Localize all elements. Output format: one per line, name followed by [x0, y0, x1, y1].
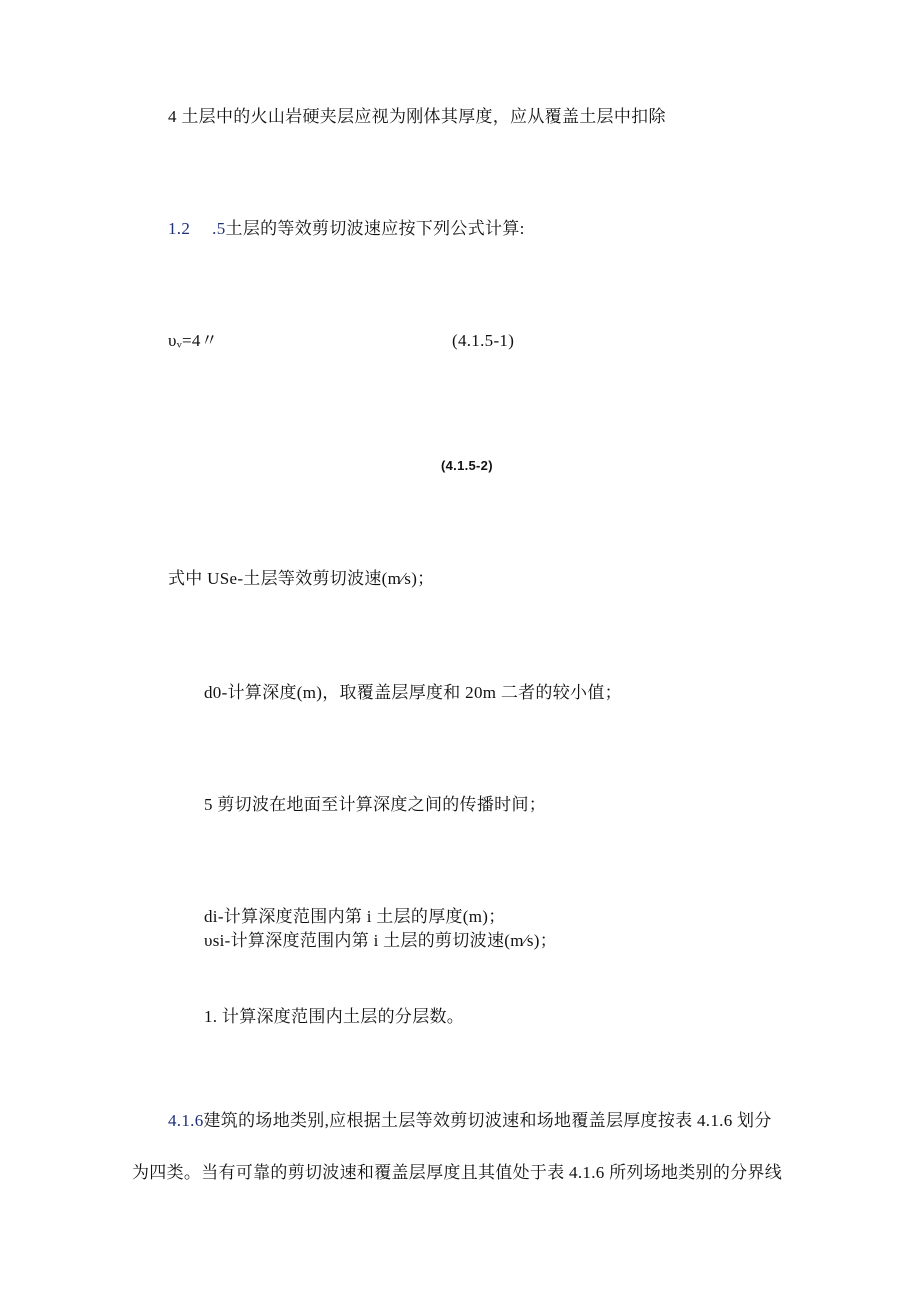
- definition-d0: d0-计算深度(m)，取覆盖层厚度和 20m 二者的较小值；: [204, 683, 622, 702]
- paragraph-volcanic-layer: 4 土层中的火山岩硬夹层应视为刚体其厚度，应从覆盖土层中扣除: [168, 107, 666, 126]
- definition-di: di-计算深度范围内第 i 土层的厚度(m)；: [204, 907, 506, 926]
- equation-2-label: (4.1.5-2): [441, 458, 493, 473]
- equation-1-label: (4.1.5-1): [452, 331, 515, 350]
- clause-number: 4.1.6: [168, 1111, 204, 1130]
- paragraph-equivalent-velocity: [168, 218, 525, 240]
- clause-number-part2: .5: [212, 219, 226, 238]
- paragraph-site-category-line1: [168, 1110, 772, 1132]
- paragraph-site-category-line2: 为四类。当有可靠的剪切波速和覆盖层厚度且其值处于表 4.1.6 所列场地类别的分界线: [132, 1163, 783, 1182]
- definition-intro: 式中 USe-土层等效剪切波速(m∕s)；: [168, 569, 435, 588]
- definition-vsi: υsi-计算深度范围内第 i 土层的剪切波速(m∕s)；: [204, 931, 558, 950]
- definition-travel-time: 5 剪切波在地面至计算深度之间的传播时间；: [204, 795, 547, 814]
- paragraph-text: 建筑的场地类别,应根据土层等效剪切波速和场地覆盖层厚度按表 4.1.6 划分: [203, 1111, 772, 1130]
- paragraph-text: 土层的等效剪切波速应按下列公式计算:: [225, 219, 525, 238]
- definition-layer-count: 1. 计算深度范围内土层的分层数。: [204, 1007, 465, 1026]
- clause-number-part1: 1.2: [168, 219, 191, 238]
- equation-1-lhs: υᵥ=4〃: [168, 331, 219, 350]
